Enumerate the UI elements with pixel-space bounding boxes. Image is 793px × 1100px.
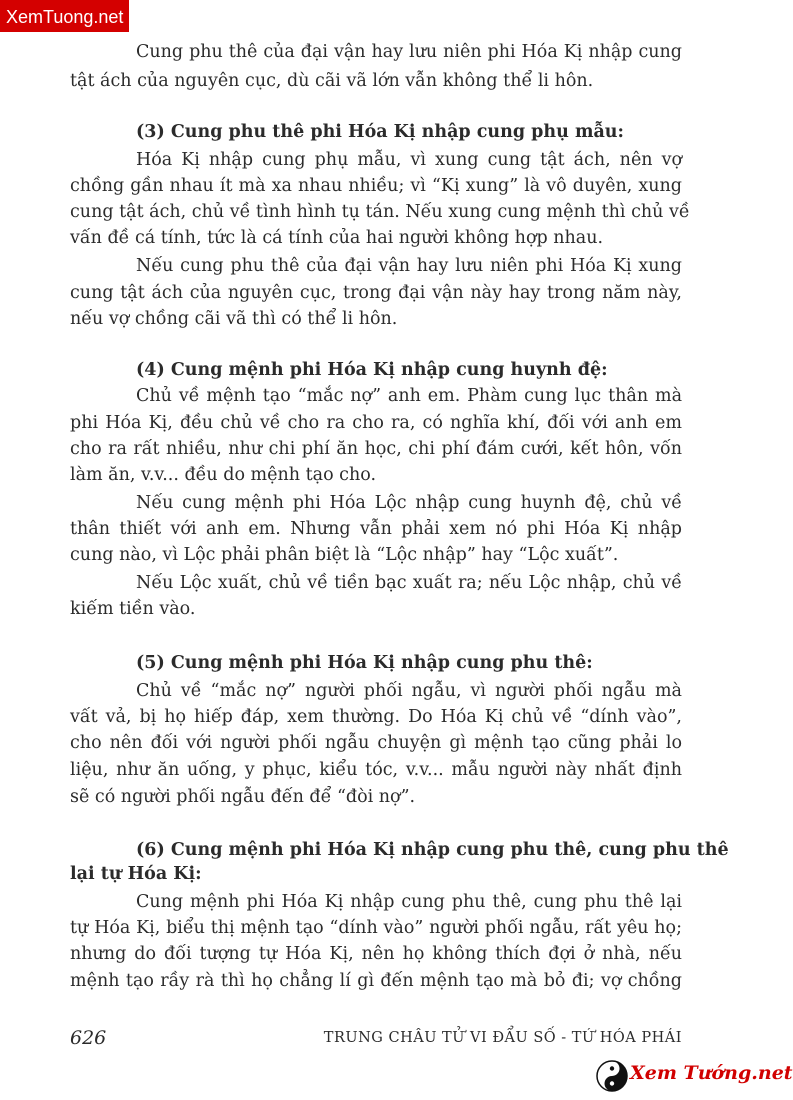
section-heading: (4) Cung mệnh phi Hóa Kị nhập cung huynh đệ: — [136, 360, 608, 380]
section-heading: (3) Cung phu thê phi Hóa Kị nhập cung phụ mẫu: — [136, 122, 624, 142]
text-line: Chủ về “mắc nợ” người phối ngẫu, vì người phối ngẫu mà — [136, 681, 682, 701]
text-line: Cung phu thê của đại vận hay lưu niên phi Hóa Kị nhập cung — [136, 42, 682, 62]
text-line: cung nào, vì Lộc phải phân biệt là “Lộc nhập” hay “Lộc xuất”. — [70, 545, 619, 565]
site-badge: XemTuong.net — [0, 0, 129, 32]
text-line: nếu vợ chồng cãi vã thì có thể li hôn. — [70, 309, 398, 329]
text-line: vất vả, bị họ hiếp đáp, xem thường. Do Hóa Kị chủ về “dính vào”, — [70, 707, 682, 727]
text-line: Nếu Lộc xuất, chủ về tiền bạc xuất ra; nếu Lộc nhập, chủ về — [136, 573, 682, 593]
page-number: 626 — [70, 1027, 107, 1049]
text-line: sẽ có người phối ngẫu đến để “đòi nợ”. — [70, 787, 416, 807]
text-line: Nếu cung phu thê của đại vận hay lưu niên phi Hóa Kị xung — [136, 256, 682, 276]
text-line: kiếm tiền vào. — [70, 599, 196, 619]
text-line: mệnh tạo rầy rà thì họ chẳng lí gì đến mệnh tạo mà bỏ đi; vợ chồng — [70, 971, 682, 991]
text-line: vấn đề cá tính, tức là cá tính của hai người không hợp nhau. — [70, 228, 604, 248]
text-line: cung tật ách, chủ về tình hình tụ tán. Nếu xung cung mệnh thì chủ về — [70, 202, 690, 222]
book-title: TRUNG CHÂU TỬ VI ĐẨU SỐ - TỨ HÓA PHÁI — [323, 1030, 682, 1046]
xemtuong-logo — [596, 1058, 793, 1094]
text-line: liệu, như ăn uống, y phục, kiểu tóc, v.v... mẫu người này nhất định — [70, 760, 682, 780]
text-line: phi Hóa Kị, đều chủ về cho ra cho ra, có nghĩa khí, đối với anh em — [70, 413, 682, 433]
text-line: tật ách của nguyên cục, dù cãi vã lớn vẫn không thể li hôn. — [70, 71, 594, 91]
text-line: cho ra rất nhiều, như chi phí ăn học, chi phí đám cưới, kết hôn, vốn — [70, 439, 682, 459]
text-line: nhưng do đối tượng tự Hóa Kị, nên họ không thích đợi ở nhà, nếu — [70, 944, 682, 964]
text-line: Hóa Kị nhập cung phụ mẫu, vì xung cung tật ách, nên vợ — [136, 150, 682, 170]
logo-text: Xem Tướng.net — [630, 1062, 793, 1084]
text-line: cho nên đối với người phối ngẫu chuyện gì mệnh tạo cũng phải lo — [70, 733, 682, 753]
text-line: tự Hóa Kị, biểu thị mệnh tạo “dính vào” người phối ngẫu, rất yêu họ; — [70, 918, 682, 938]
text-line: thân thiết với anh em. Nhưng vẫn phải xem nó phi Hóa Kị nhập — [70, 519, 682, 539]
text-line: Nếu cung mệnh phi Hóa Lộc nhập cung huynh đệ, chủ về — [136, 493, 682, 513]
section-heading: (5) Cung mệnh phi Hóa Kị nhập cung phu thê: — [136, 653, 593, 673]
page-footer — [70, 1027, 682, 1051]
section-heading-continued: lại tự Hóa Kị: — [70, 864, 202, 884]
section-heading: (6) Cung mệnh phi Hóa Kị nhập cung phu thê, cung phu thê — [136, 840, 729, 860]
text-line: làm ăn, v.v... đều do mệnh tạo cho. — [70, 465, 377, 485]
text-line: Cung mệnh phi Hóa Kị nhập cung phu thê, cung phu thê lại — [136, 892, 682, 912]
text-line: chồng gần nhau ít mà xa nhau nhiều; vì “Kị xung” là vô duyên, xung — [70, 176, 682, 196]
yin-yang-icon — [596, 1060, 628, 1092]
text-line: Chủ về mệnh tạo “mắc nợ” anh em. Phàm cung lục thân mà — [136, 386, 682, 406]
text-line: cung tật ách của nguyên cục, trong đại vận này hay trong năm này, — [70, 283, 682, 303]
